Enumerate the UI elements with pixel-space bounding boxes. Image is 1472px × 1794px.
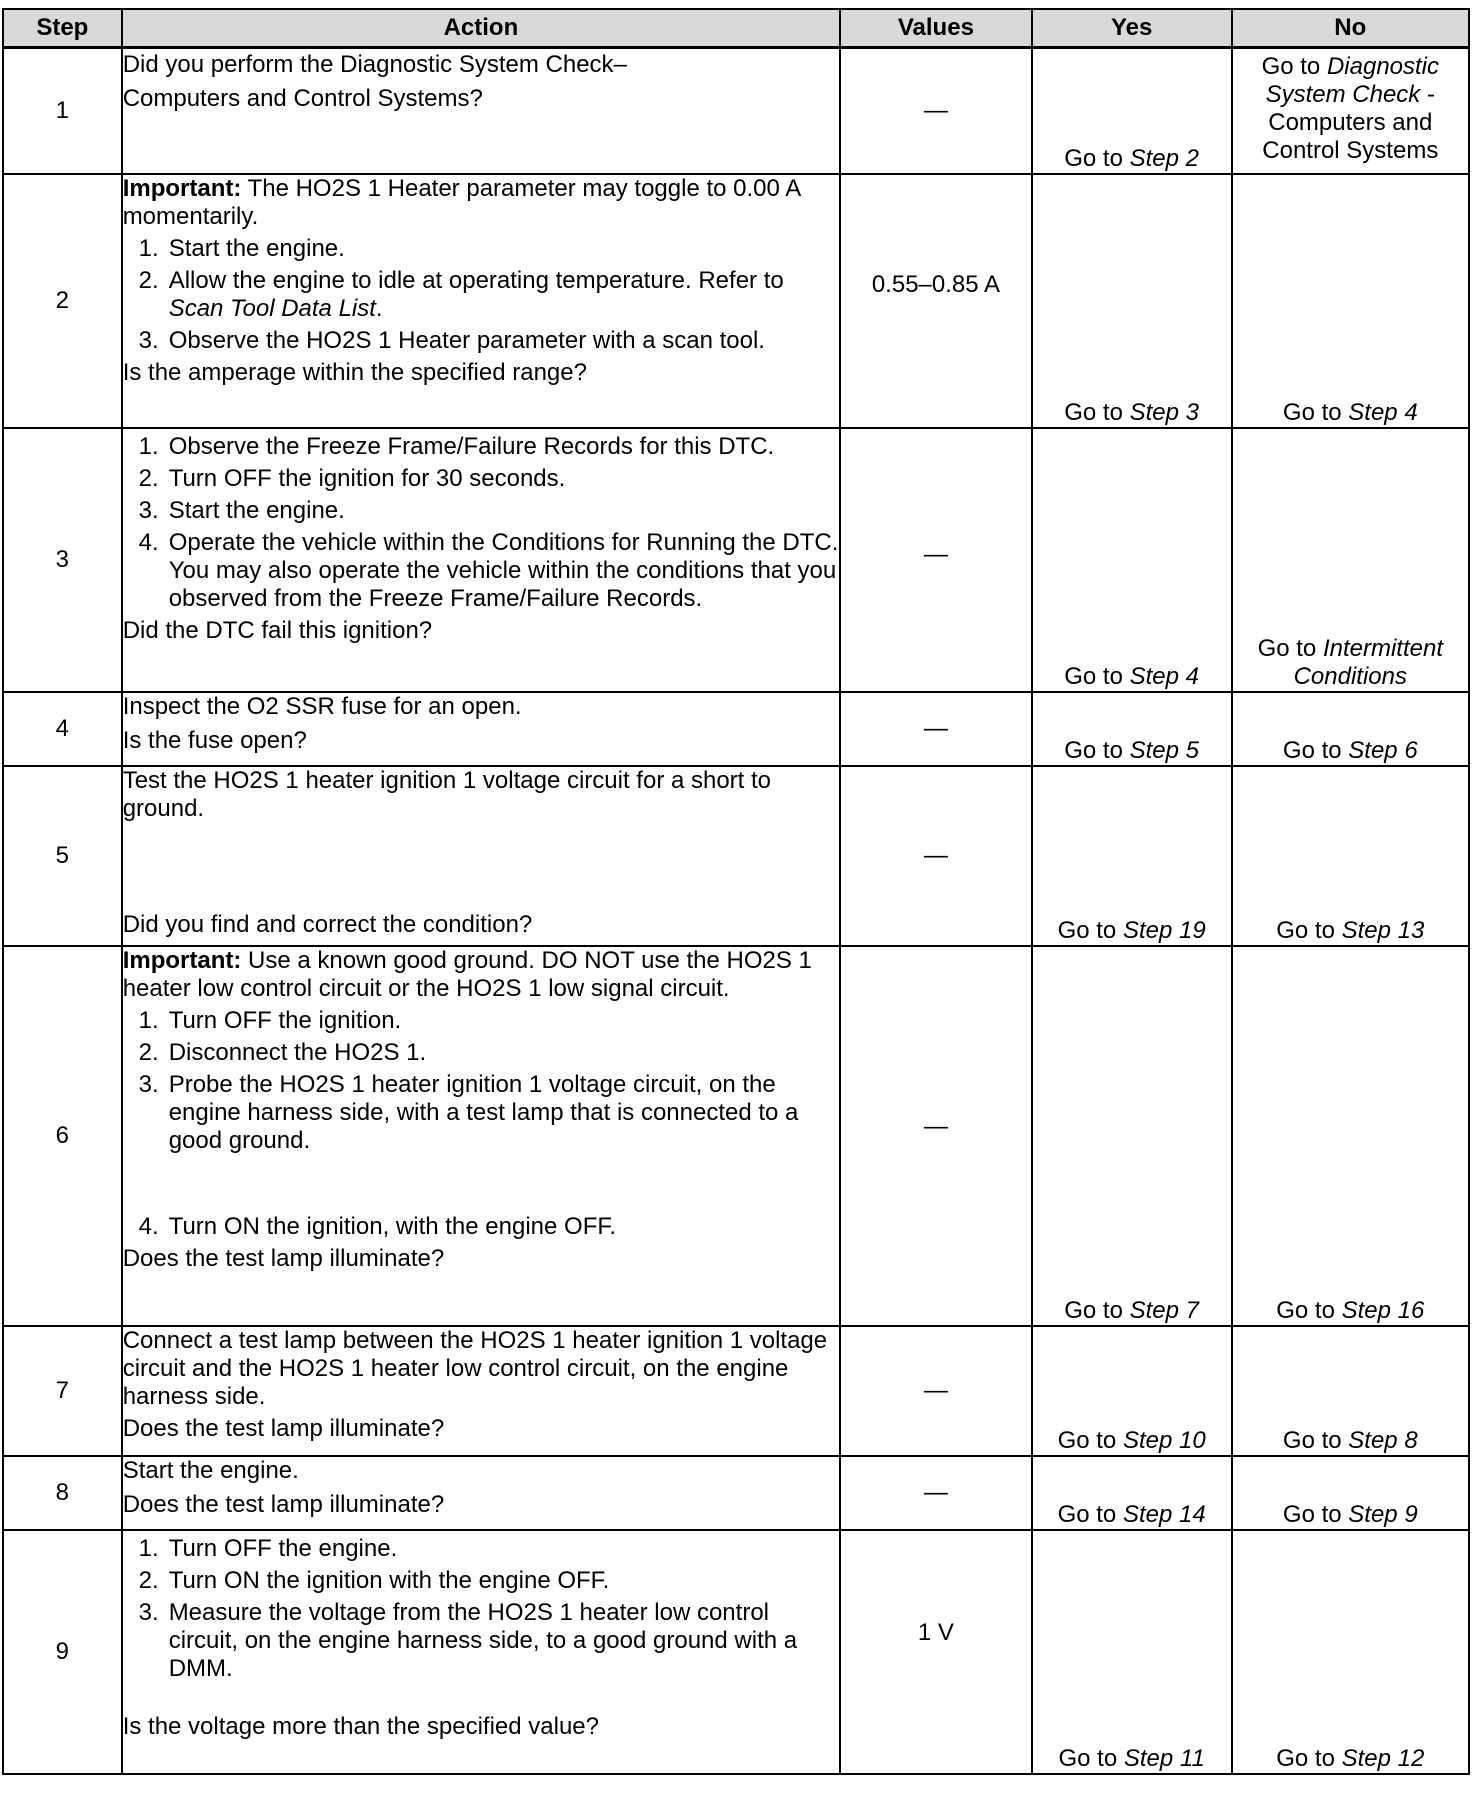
list-item: 1. Observe the Freeze Frame/Failure Records for this DTC. (138, 432, 775, 460)
yes-cell (1032, 48, 1232, 174)
action-cell (122, 1326, 840, 1456)
action-question: Does the test lamp illuminate? (122, 1490, 445, 1518)
value-text: — (923, 1112, 948, 1140)
value-cell (840, 48, 1032, 174)
yes-link[interactable] (1064, 145, 1199, 172)
list-item: 3. Start the engine. (138, 496, 345, 524)
action-text: Start the engine. (122, 1456, 299, 1484)
value-text: — (923, 841, 948, 869)
value-cell (840, 428, 1032, 692)
list-item: 1. Turn OFF the ignition. (138, 1006, 402, 1034)
header-action: Action (122, 9, 840, 48)
header-step: Step (3, 9, 122, 48)
yes-link[interactable]: Go to Step 7 (1064, 1296, 1200, 1324)
action-steps (123, 235, 839, 355)
no-cell (1232, 766, 1469, 946)
list-item: 4. Turn ON the ignition, with the engine OFF. (138, 1212, 617, 1240)
step-number: 9 (3, 1530, 122, 1774)
value-cell (840, 1326, 1032, 1456)
yes-cell (1032, 428, 1232, 692)
header-no: No (1232, 9, 1469, 48)
yes-link[interactable]: Go to Step 19 (1057, 916, 1206, 944)
value-cell (840, 692, 1032, 766)
list-item: 2. Disconnect the HO2S 1. (138, 1038, 427, 1066)
action-question: Does the test lamp illuminate? (122, 1244, 445, 1272)
list-item: 2. Turn ON the ignition with the engine OFF. (138, 1566, 610, 1594)
no-line: Computers and (1268, 109, 1433, 136)
action-question: Does the test lamp illuminate? (122, 1414, 445, 1442)
list-item: 3. Probe the HO2S 1 heater ignition 1 voltage circuit, on the engine harness side, with a test lamp that is connected to a good ground. (138, 1070, 799, 1154)
no-cell (1232, 174, 1469, 428)
action-steps (123, 433, 839, 613)
action-question: Is the voltage more than the specified value? (122, 1712, 599, 1740)
table-row (3, 48, 1469, 174)
yes-link[interactable]: Go to Step 3 (1064, 398, 1200, 426)
important-text: The HO2S 1 Heater parameter may toggle to 0.00 A momentarily. (122, 174, 800, 230)
list-item: 3. Observe the HO2S 1 Heater parameter with a scan tool. (138, 326, 765, 354)
table-row (3, 174, 1469, 428)
no-link[interactable]: Go to Step 16 (1276, 1296, 1425, 1324)
value-cell (840, 174, 1032, 428)
yes-link[interactable]: Go to Step 4 (1064, 662, 1200, 690)
step-number: 7 (3, 1326, 122, 1456)
list-item: 1. Start the engine. (138, 234, 345, 262)
no-cell (1232, 946, 1469, 1326)
action-cell (122, 428, 840, 692)
diagnostic-table (2, 8, 1470, 1775)
action-cell (122, 174, 840, 428)
action-cell (122, 1530, 840, 1774)
no-cell (1232, 1326, 1469, 1456)
yes-cell (1032, 1530, 1232, 1774)
action-text: Test the HO2S 1 heater ignition 1 voltage circuit for a short to ground. (122, 766, 772, 822)
yes-cell (1032, 946, 1232, 1326)
yes-link[interactable]: Go to Step 14 (1057, 1500, 1206, 1528)
yes-cell (1032, 692, 1232, 766)
value-text: — (923, 1376, 948, 1404)
table-row (3, 1456, 1469, 1530)
no-link[interactable]: Go to Step 13 (1276, 916, 1425, 944)
value-cell (840, 1456, 1032, 1530)
important-note (123, 175, 839, 231)
go-to-label: Go to (1064, 144, 1123, 172)
no-line: Go to Diagnostic (1261, 53, 1440, 80)
no-link[interactable]: Go to Intermittent Conditions (1257, 634, 1443, 690)
step-number: 5 (3, 766, 122, 946)
list-item: 4. Operate the vehicle within the Conditions for Running the DTC. You may also operate the vehicle within the conditions that you observed from the Freeze Frame/Failure Records. (138, 528, 839, 612)
no-cell (1232, 692, 1469, 766)
no-line: System Check - (1265, 81, 1435, 108)
reference-link[interactable]: Scan Tool Data List (168, 294, 376, 322)
value-text: — (923, 96, 948, 124)
action-cell (122, 692, 840, 766)
action-text: Computers and Control Systems? (122, 85, 483, 112)
value-text: — (923, 540, 948, 568)
header-row (3, 9, 1469, 48)
table-row (3, 428, 1469, 692)
action-text: Connect a test lamp between the HO2S 1 heater ignition 1 voltage circuit and the HO2S 1 heater low control circuit, on the engine harness side. (122, 1326, 828, 1410)
action-text: Did you perform the Diagnostic System Check– (122, 51, 627, 78)
step-number: 4 (3, 692, 122, 766)
value-text: 0.55–0.85 A (871, 270, 1000, 298)
action-steps (123, 1007, 839, 1241)
no-link[interactable] (1233, 53, 1468, 165)
table-row (3, 1326, 1469, 1456)
value-cell (840, 946, 1032, 1326)
no-cell (1232, 428, 1469, 692)
action-question: Did you find and correct the condition? (122, 910, 533, 938)
action-text: Inspect the O2 SSR fuse for an open. (122, 692, 522, 720)
no-cell (1232, 48, 1469, 174)
no-link[interactable]: Go to Step 12 (1276, 1744, 1425, 1772)
step-ref: Step 2 (1129, 144, 1200, 172)
step-number: 3 (3, 428, 122, 692)
no-cell (1232, 1456, 1469, 1530)
important-note: Important: Use a known good ground. DO NOT use the HO2S 1 heater low control circuit or the HO2S 1 low signal circuit. (122, 946, 812, 1002)
value-cell (840, 1530, 1032, 1774)
value-cell (840, 766, 1032, 946)
yes-cell (1032, 1456, 1232, 1530)
table-row (3, 766, 1469, 946)
no-link[interactable]: Go to Step 9 (1282, 1500, 1418, 1528)
step-number: 6 (3, 946, 122, 1326)
action-cell (122, 946, 840, 1326)
yes-link[interactable]: Go to Step 5 (1064, 736, 1200, 764)
list-item: 3. Measure the voltage from the HO2S 1 heater low control circuit, on the engine harness side, to a good ground with a DMM. (138, 1598, 798, 1682)
table-row (3, 1530, 1469, 1774)
header-values: Values (840, 9, 1032, 48)
action-cell (122, 1456, 840, 1530)
no-line: Control Systems (1262, 137, 1439, 164)
step-number: 1 (3, 48, 122, 174)
table-row (3, 692, 1469, 766)
value-text: — (923, 1478, 948, 1506)
list-item: 2. Turn OFF the ignition for 30 seconds. (138, 464, 566, 492)
header-yes: Yes (1032, 9, 1232, 48)
table-row (3, 946, 1469, 1326)
no-link[interactable]: Go to Step 6 (1282, 736, 1418, 764)
action-cell (122, 766, 840, 946)
important-label: Important: (122, 174, 242, 202)
value-text: 1 V (917, 1618, 954, 1646)
diagnostic-page (2, 8, 1470, 1775)
yes-cell (1032, 1326, 1232, 1456)
yes-cell (1032, 766, 1232, 946)
action-question: Is the fuse open? (122, 726, 307, 754)
action-steps (123, 1535, 839, 1683)
yes-cell (1032, 174, 1232, 428)
step-number: 8 (3, 1456, 122, 1530)
action-question: Is the amperage within the specified range? (122, 358, 587, 386)
action-question: Did the DTC fail this ignition? (122, 616, 433, 644)
action-cell (122, 48, 840, 174)
yes-link[interactable]: Go to Step 10 (1057, 1426, 1206, 1454)
no-link[interactable]: Go to Step 4 (1282, 398, 1418, 426)
no-link[interactable]: Go to Step 8 (1282, 1426, 1418, 1454)
yes-link[interactable]: Go to Step 11 (1058, 1744, 1205, 1772)
no-cell (1232, 1530, 1469, 1774)
step-number: 2 (3, 174, 122, 428)
list-item: 2. Allow the engine to idle at operating temperature. Refer to Scan Tool Data List. (138, 266, 784, 322)
list-item: 1. Turn OFF the engine. (138, 1534, 398, 1562)
value-text: — (923, 714, 948, 742)
